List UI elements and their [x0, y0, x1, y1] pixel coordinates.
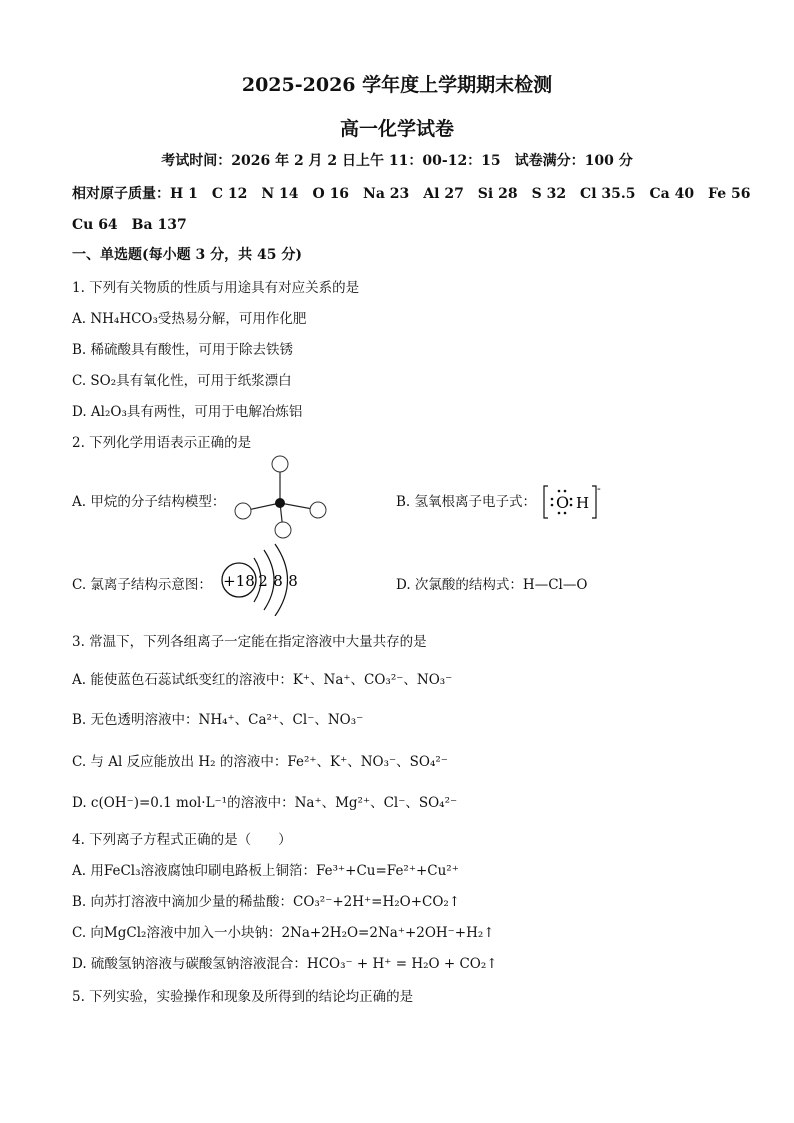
exam-title: 2025-2026 学年度上学期期末检测	[241, 74, 553, 96]
section-heading: 一、单选题(每小题 3 分，共 45 分)	[72, 247, 302, 263]
question-4-stem: 4. 下列离子方程式正确的是（ ）	[72, 832, 292, 848]
question-2-option-c: C. 氯离子结构示意图：	[72, 577, 212, 593]
question-4-option-c: C. 向MgCl₂溶液中加入一小块钠：2Na+2H₂O=2Na⁺+2OH⁻+H₂↑	[72, 925, 495, 941]
question-4-option-d: D. 硫酸氢钠溶液与碳酸氢钠溶液混合：HCO₃⁻ + H⁺ = H₂O + CO₂↑	[72, 956, 498, 972]
chloride-shell-2-electrons: 8	[273, 572, 283, 590]
question-3-stem: 3. 常温下，下列各组离子一定能在指定溶液中大量共存的是	[72, 634, 427, 650]
chloride-shell-3-electrons: 8	[288, 572, 298, 590]
exam-info: 考试时间：2026 年 2 月 2 日上午 11：00-12：15 试卷满分：100 分	[161, 153, 633, 169]
hydroxide-hydrogen-symbol: H	[576, 494, 590, 512]
question-4-option-b: B. 向苏打溶液中滴加少量的稀盐酸：CO₃²⁻+2H⁺=H₂O+CO₂↑	[72, 894, 461, 910]
chloride-nucleus-charge: +18	[223, 572, 255, 590]
atomic-mass-line-1: 相对原子质量：H 1 C 12 N 14 O 16 Na 23 Al 27 Si 28 S 32 Cl 35.5 Ca 40 Fe 56	[72, 186, 751, 202]
atomic-mass-line-2: Cu 64 Ba 137	[72, 217, 187, 233]
chloride-ion-structure-diagram	[218, 540, 314, 616]
question-1-option-d: D. Al₂O₃具有两性，可用于电解冶炼铝	[72, 404, 303, 420]
question-3-option-a: A. 能使蓝色石蕊试纸变红的溶液中：K⁺、Na⁺、CO₃²⁻、NO₃⁻	[72, 672, 453, 688]
question-3-option-b: B. 无色透明溶液中：NH₄⁺、Ca²⁺、Cl⁻、NO₃⁻	[72, 712, 364, 728]
hydroxide-electron-formula	[540, 482, 604, 522]
question-2-stem: 2. 下列化学用语表示正确的是	[72, 435, 252, 451]
question-3-option-d: D. c(OH⁻)=0.1 mol·L⁻¹的溶液中：Na⁺、Mg²⁺、Cl⁻、SO₄²⁻	[72, 795, 458, 811]
question-1-stem: 1. 下列有关物质的性质与用途具有对应关系的是	[72, 280, 360, 296]
question-5-stem: 5. 下列实验，实验操作和现象及所得到的结论均正确的是	[72, 989, 414, 1005]
question-1-option-a: A. NH₄HCO₃受热易分解，可用作化肥	[72, 311, 307, 327]
question-3-option-c: C. 与 Al 反应能放出 H₂ 的溶液中：Fe²⁺、K⁺、NO₃⁻、SO₄²⁻	[72, 754, 448, 770]
question-4-option-a: A. 用FeCl₃溶液腐蚀印刷电路板上铜箔：Fe³⁺+Cu=Fe²⁺+Cu²⁺	[72, 863, 459, 879]
hydroxide-oxygen-symbol: O	[556, 493, 570, 512]
chloride-shell-1-electrons: 2	[258, 572, 268, 590]
question-2-option-d: D. 次氯酸的结构式：H—Cl—O	[396, 577, 588, 593]
methane-model-figure	[228, 452, 334, 544]
question-1-option-b: B. 稀硫酸具有酸性，可用于除去铁锈	[72, 342, 294, 358]
question-1-option-c: C. SO₂具有氧化性，可用于纸浆漂白	[72, 373, 292, 389]
question-2-option-a: A. 甲烷的分子结构模型：	[72, 494, 226, 510]
exam-subtitle: 高一化学试卷	[339, 118, 454, 140]
hydroxide-charge: -	[597, 482, 601, 495]
question-2-option-b: B. 氢氧根离子电子式：	[396, 494, 537, 510]
